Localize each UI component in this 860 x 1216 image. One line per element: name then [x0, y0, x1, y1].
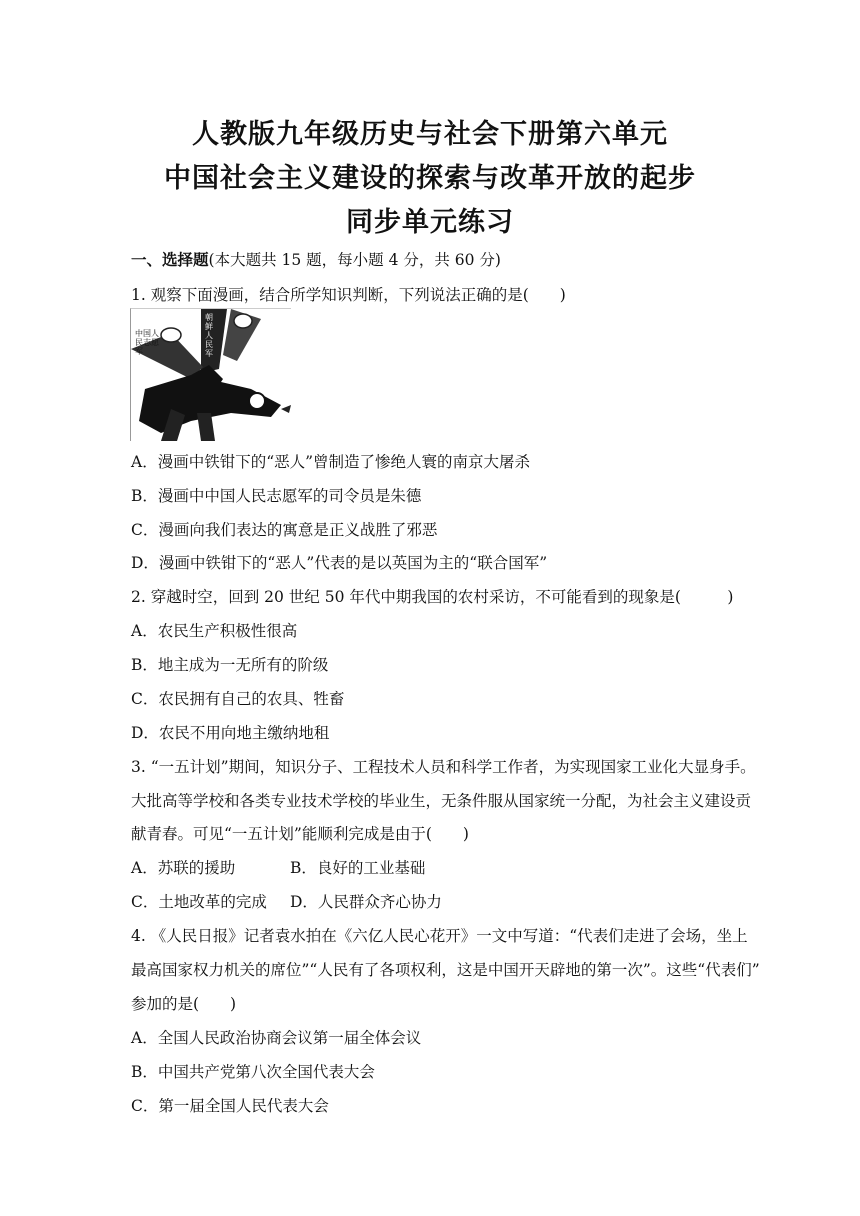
question-1-option-b: B．漫画中中国人民志愿军的司令员是朱德	[131, 487, 422, 505]
cartoon-label-right: 朝鲜人民军	[205, 313, 213, 358]
question-4-stem-line-2: 最高国家权力机关的席位”“人民有了各项权利，这是中国开天辟地的第一次”。这些“代表们”	[131, 961, 760, 979]
question-2-option-d: D．农民不用向地主缴纳地租	[131, 724, 330, 742]
page-title-line-2: 中国社会主义建设的探索与改革开放的起步	[164, 163, 696, 194]
question-4-option-a: A．全国人民政治协商会议第一届全体会议	[131, 1029, 422, 1047]
question-4-option-b: B．中国共产党第八次全国代表大会	[131, 1063, 375, 1081]
question-3-option-c: C．土地改革的完成	[131, 893, 267, 911]
page-title-line-3: 同步单元练习	[346, 207, 514, 238]
section-label: 一、选择题	[131, 251, 209, 269]
question-2-option-c: C．农民拥有自己的农具、牲畜	[131, 690, 345, 708]
question-2-option-a: A．农民生产积极性很高	[131, 622, 298, 640]
question-1-stem: 1. 观察下面漫画，结合所学知识判断，下列说法正确的是( )	[131, 286, 566, 304]
section-note: (本大题共 15 题，每小题 4 分，共 60 分)	[208, 251, 501, 269]
question-3-stem-line-1: 3. “一五计划”期间，知识分子、工程技术人员和科学工作者，为实现国家工业化大显身手。	[131, 758, 756, 776]
page-title-line-1: 人教版九年级历史与社会下册第六单元	[192, 119, 668, 150]
question-4-option-c: C．第一届全国人民代表大会	[131, 1097, 329, 1115]
cartoon-label-left: 中国人民志愿军	[135, 329, 159, 356]
question-1-option-c: C．漫画向我们表达的寓意是正义战胜了邪恶	[131, 521, 438, 539]
cartoon-image	[130, 308, 291, 441]
question-1-option-a: A．漫画中铁钳下的“恶人”曾制造了惨绝人寰的南京大屠杀	[131, 453, 531, 471]
question-4-stem-line-3: 参加的是( )	[131, 995, 237, 1013]
question-3-option-b: B．良好的工业基础	[290, 859, 426, 877]
question-3-stem-line-2: 大批高等学校和各类专业技术学校的毕业生，无条件服从国家统一分配，为社会主义建设贡	[131, 792, 752, 810]
question-2-option-b: B．地主成为一无所有的阶级	[131, 656, 329, 674]
section-heading	[131, 248, 501, 270]
question-3-option-d: D．人民群众齐心协力	[290, 893, 442, 911]
question-4-stem-line-1: 4. 《人民日报》记者袁水拍在《六亿人民心花开》一文中写道：“代表们走进了会场，坐上	[131, 927, 748, 945]
question-2-stem: 2. 穿越时空，回到 20 世纪 50 年代中期我国的农村采访，不可能看到的现象是( )	[131, 588, 734, 606]
question-3-stem-line-3: 献青春。可见“一五计划”能顺利完成是由于( )	[131, 825, 469, 843]
question-3-option-a: A．苏联的援助	[131, 859, 236, 877]
question-1-option-d: D．漫画中铁钳下的“恶人”代表的是以英国为主的“联合国军”	[131, 554, 548, 572]
